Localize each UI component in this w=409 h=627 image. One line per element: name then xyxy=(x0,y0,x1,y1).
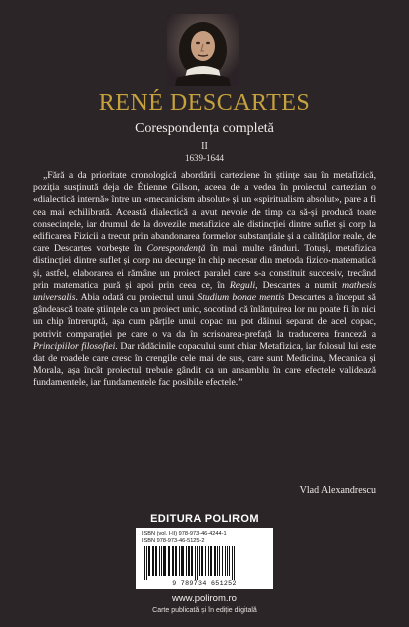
isbn-set: ISBN (vol. I-II) 978-973-46-4244-1 xyxy=(142,531,227,537)
barcode-bar xyxy=(225,546,226,576)
digital-edition-tagline: Carte publicată și în ediție digitală xyxy=(152,607,257,614)
barcode-bar xyxy=(214,546,216,576)
barcode-bar xyxy=(161,546,162,576)
barcode-bar xyxy=(152,546,154,576)
author-name: RENÉ DESCARTES xyxy=(98,90,311,116)
barcode-bar xyxy=(146,546,147,580)
barcode-bar xyxy=(210,546,212,576)
barcode-bar xyxy=(148,546,150,576)
blurb-italic-text: Studium bonae mentis xyxy=(197,292,285,304)
blurb-italic-text: Principiilor filosofiei xyxy=(33,340,116,352)
blurb-italic-text: mathesis universalis xyxy=(33,279,376,304)
barcode-bar xyxy=(232,546,233,580)
barcode-bar xyxy=(227,546,228,576)
blurb-text: „Fără a da prioritate cronologică abordării carteziene în științe sau în metafizică, poziția susținută deja de Étienne Gilson, aceea de a vedea în proiectul cartezian o «dialectică internă» între un «mecanicism absolut» și un «spiritualism absolut», pare a fi cea mai echilibrată. Această dialectică a avut nevoie de timp ca să-și producă toate consecințele, iar drumul de la dovezile metafizice ale distincției dintre suflet și corp la edificarea Fizicii a trecut prin abandonarea formelor substanțiale și a calităților reale, de care Descartes vorbește în xyxy=(33,170,377,255)
barcode-bar xyxy=(229,546,230,576)
barcode-bar xyxy=(181,546,184,576)
barcode-bar xyxy=(175,546,177,576)
blurb-italic-text: Reguli xyxy=(229,279,256,291)
publisher-website: www.polirom.ro xyxy=(172,593,237,604)
barcode-bar xyxy=(205,546,206,576)
barcode-bar xyxy=(144,546,145,580)
barcode-bar xyxy=(234,546,235,580)
barcode-bar xyxy=(168,546,170,576)
barcode-bar xyxy=(163,546,166,576)
back-cover-blurb xyxy=(33,170,376,390)
blurb-text: în mai multe rânduri. Totuși, metafizica distincției dintre suflet și corp nu decurge în chip necesar din metoda fizico-matematică și, astfel, elaborarea ei rămâne un proiect paralel care s-a constituit succesiv, trecând prin matematica pură și apoi prin ceea ce, în xyxy=(33,243,376,291)
barcode-bar xyxy=(191,546,193,576)
blurb-italic-text: Corespondență xyxy=(146,243,206,255)
blurb-text: Descartes a început să gândească toate științele ca un proiect unic, socotind că înlănțuirea lor nu poate fi în nici un chip întreruptă, așa cum părțile unui copac nu pot dăinui separat de acel copac, potrivit comparației pe care o va da în scrisoarea-prefață la traducerea franceză a xyxy=(33,292,376,340)
blurb-paragraph xyxy=(33,170,376,390)
publisher-name: EDITURA POLIROM xyxy=(150,513,259,525)
barcode-bar xyxy=(222,546,223,576)
isbn-barcode-box xyxy=(136,528,273,589)
barcode-image xyxy=(140,546,269,580)
blurb-text: . Abia odată cu proiectul unui xyxy=(75,292,198,304)
barcode-bar xyxy=(172,546,174,576)
isbn-volume: ISBN 978-973-46-5125-2 xyxy=(142,538,205,544)
volume-years: 1639-1644 xyxy=(185,153,224,163)
barcode-bar xyxy=(195,546,196,580)
descartes-portrait-image xyxy=(167,14,239,86)
barcode-bar xyxy=(186,546,187,576)
blurb-text: . Dar rădăcinile copacului sunt chiar Metafizica, iar folosul lui este dat de roadele care cresc în crengile cele mai de sus, care sunt Medicina, Mecanica și Morala, așa încât proiectul trebuie gândit ca un ansamblu în care efectele validează fundamentele, iar fundamentele fac posibile efectele.” xyxy=(33,340,376,389)
barcode-bar xyxy=(217,546,218,576)
barcode-bar xyxy=(179,546,180,576)
book-title: Corespondența completă xyxy=(135,121,274,136)
barcode-bar xyxy=(155,546,157,576)
barcode-digits: 9 789734 651252 xyxy=(172,580,237,587)
blurb-text: , Descartes a numit xyxy=(255,279,343,291)
barcode-bar xyxy=(188,546,190,576)
barcode-bar xyxy=(201,546,203,576)
barcode-bar xyxy=(199,546,200,576)
blurb-signature: Vlad Alexandrescu xyxy=(299,485,376,496)
barcode-bar xyxy=(219,546,220,576)
barcode-bar xyxy=(197,546,198,580)
volume-number: II xyxy=(201,141,208,152)
barcode-bar xyxy=(208,546,209,576)
barcode-bar xyxy=(159,546,160,576)
